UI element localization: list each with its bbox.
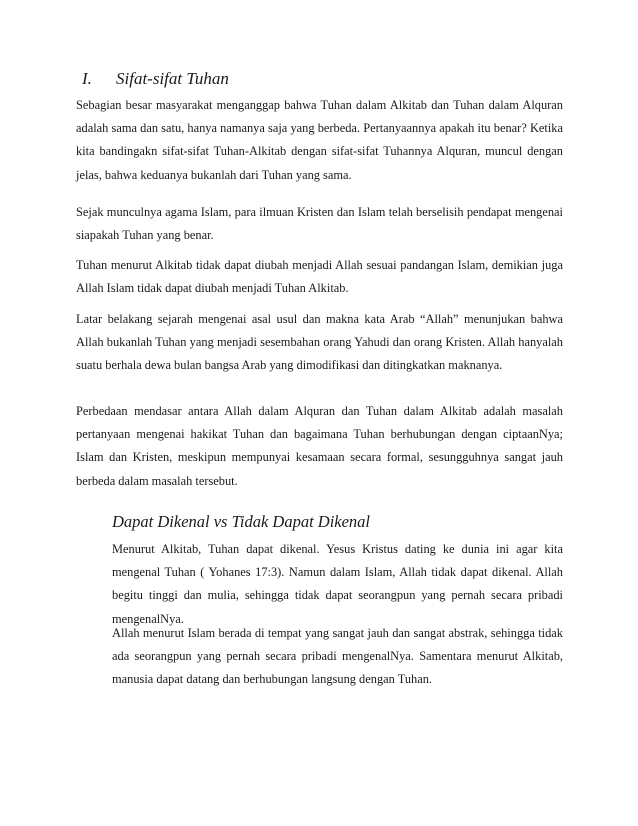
paragraph-1: Sebagian besar masyarakat menganggap bahwa Tuhan dalam Alkitab dan Tuhan dalam Alquran adalah sama dan satu, hanya namanya saja yang berbeda. Pertanyaannya apakah itu benar? Ketika kita bandingakn sifat-sifat Tuhan-Alkitab dengan sifat-sifat Tuhannya Alquran, muncul dengan jelas, bahwa keduanya bukanlah dari Tuhan yang sama. bbox=[76, 98, 563, 182]
subsection-heading: Dapat Dikenal vs Tidak Dapat Dikenal bbox=[112, 512, 371, 531]
paragraph-4: Latar belakang sejarah mengenai asal usul dan makna kata Arab “Allah” menunjukan bahwa Allah bukanlah Tuhan yang menjadi sesembahan orang Yahudi dan orang Kristen. Allah hanyalah suatu berhala dewa bulan bangsa Arab yang dimodifikasi dan ditingkatkan maknanya. bbox=[76, 312, 563, 373]
section-number: I. bbox=[82, 69, 92, 88]
section-heading bbox=[82, 69, 229, 89]
paragraph-3: Tuhan menurut Alkitab tidak dapat diubah menjadi Allah sesuai pandangan Islam, demikian juga Allah Islam tidak dapat diubah menjadi Tuhan Alkitab. bbox=[76, 258, 563, 296]
paragraph-5: Perbedaan mendasar antara Allah dalam Alquran dan Tuhan dalam Alkitab adalah masalah pertanyaan mengenai hakikat Tuhan dan bagaimana Tuhan berhubungan dengan ciptaanNya; Islam dan Kristen, meskipun mempunyai kesamaan secara formal, sesungguhnya sangat jauh berbeda dalam masalah tersebut. bbox=[76, 404, 563, 488]
paragraph-2: Sejak munculnya agama Islam, para ilmuan Kristen dan Islam telah berselisih pendapat mengenai siapakah Tuhan yang benar. bbox=[76, 205, 563, 243]
subsection-paragraph-2: Allah menurut Islam berada di tempat yang sangat jauh dan sangat abstrak, sehingga tidak ada seorangpun yang pernah secara pribadi mengenalNya. Samentara menurut Alkitab, manusia dapat datang dan berhubungan langsung dengan Tuhan. bbox=[112, 626, 563, 687]
section-title: Sifat-sifat Tuhan bbox=[116, 69, 229, 88]
subsection-paragraph-1: Menurut Alkitab, Tuhan dapat dikenal. Yesus Kristus dating ke dunia ini agar kita mengenal Tuhan ( Yohanes 17:3). Namun dalam Islam, Allah tidak dapat dikenal. Allah begitu tinggi dan mulia, sehingga tidak dapat seorangpun yang pernah secara pribadi mengenalNya. bbox=[112, 542, 563, 626]
